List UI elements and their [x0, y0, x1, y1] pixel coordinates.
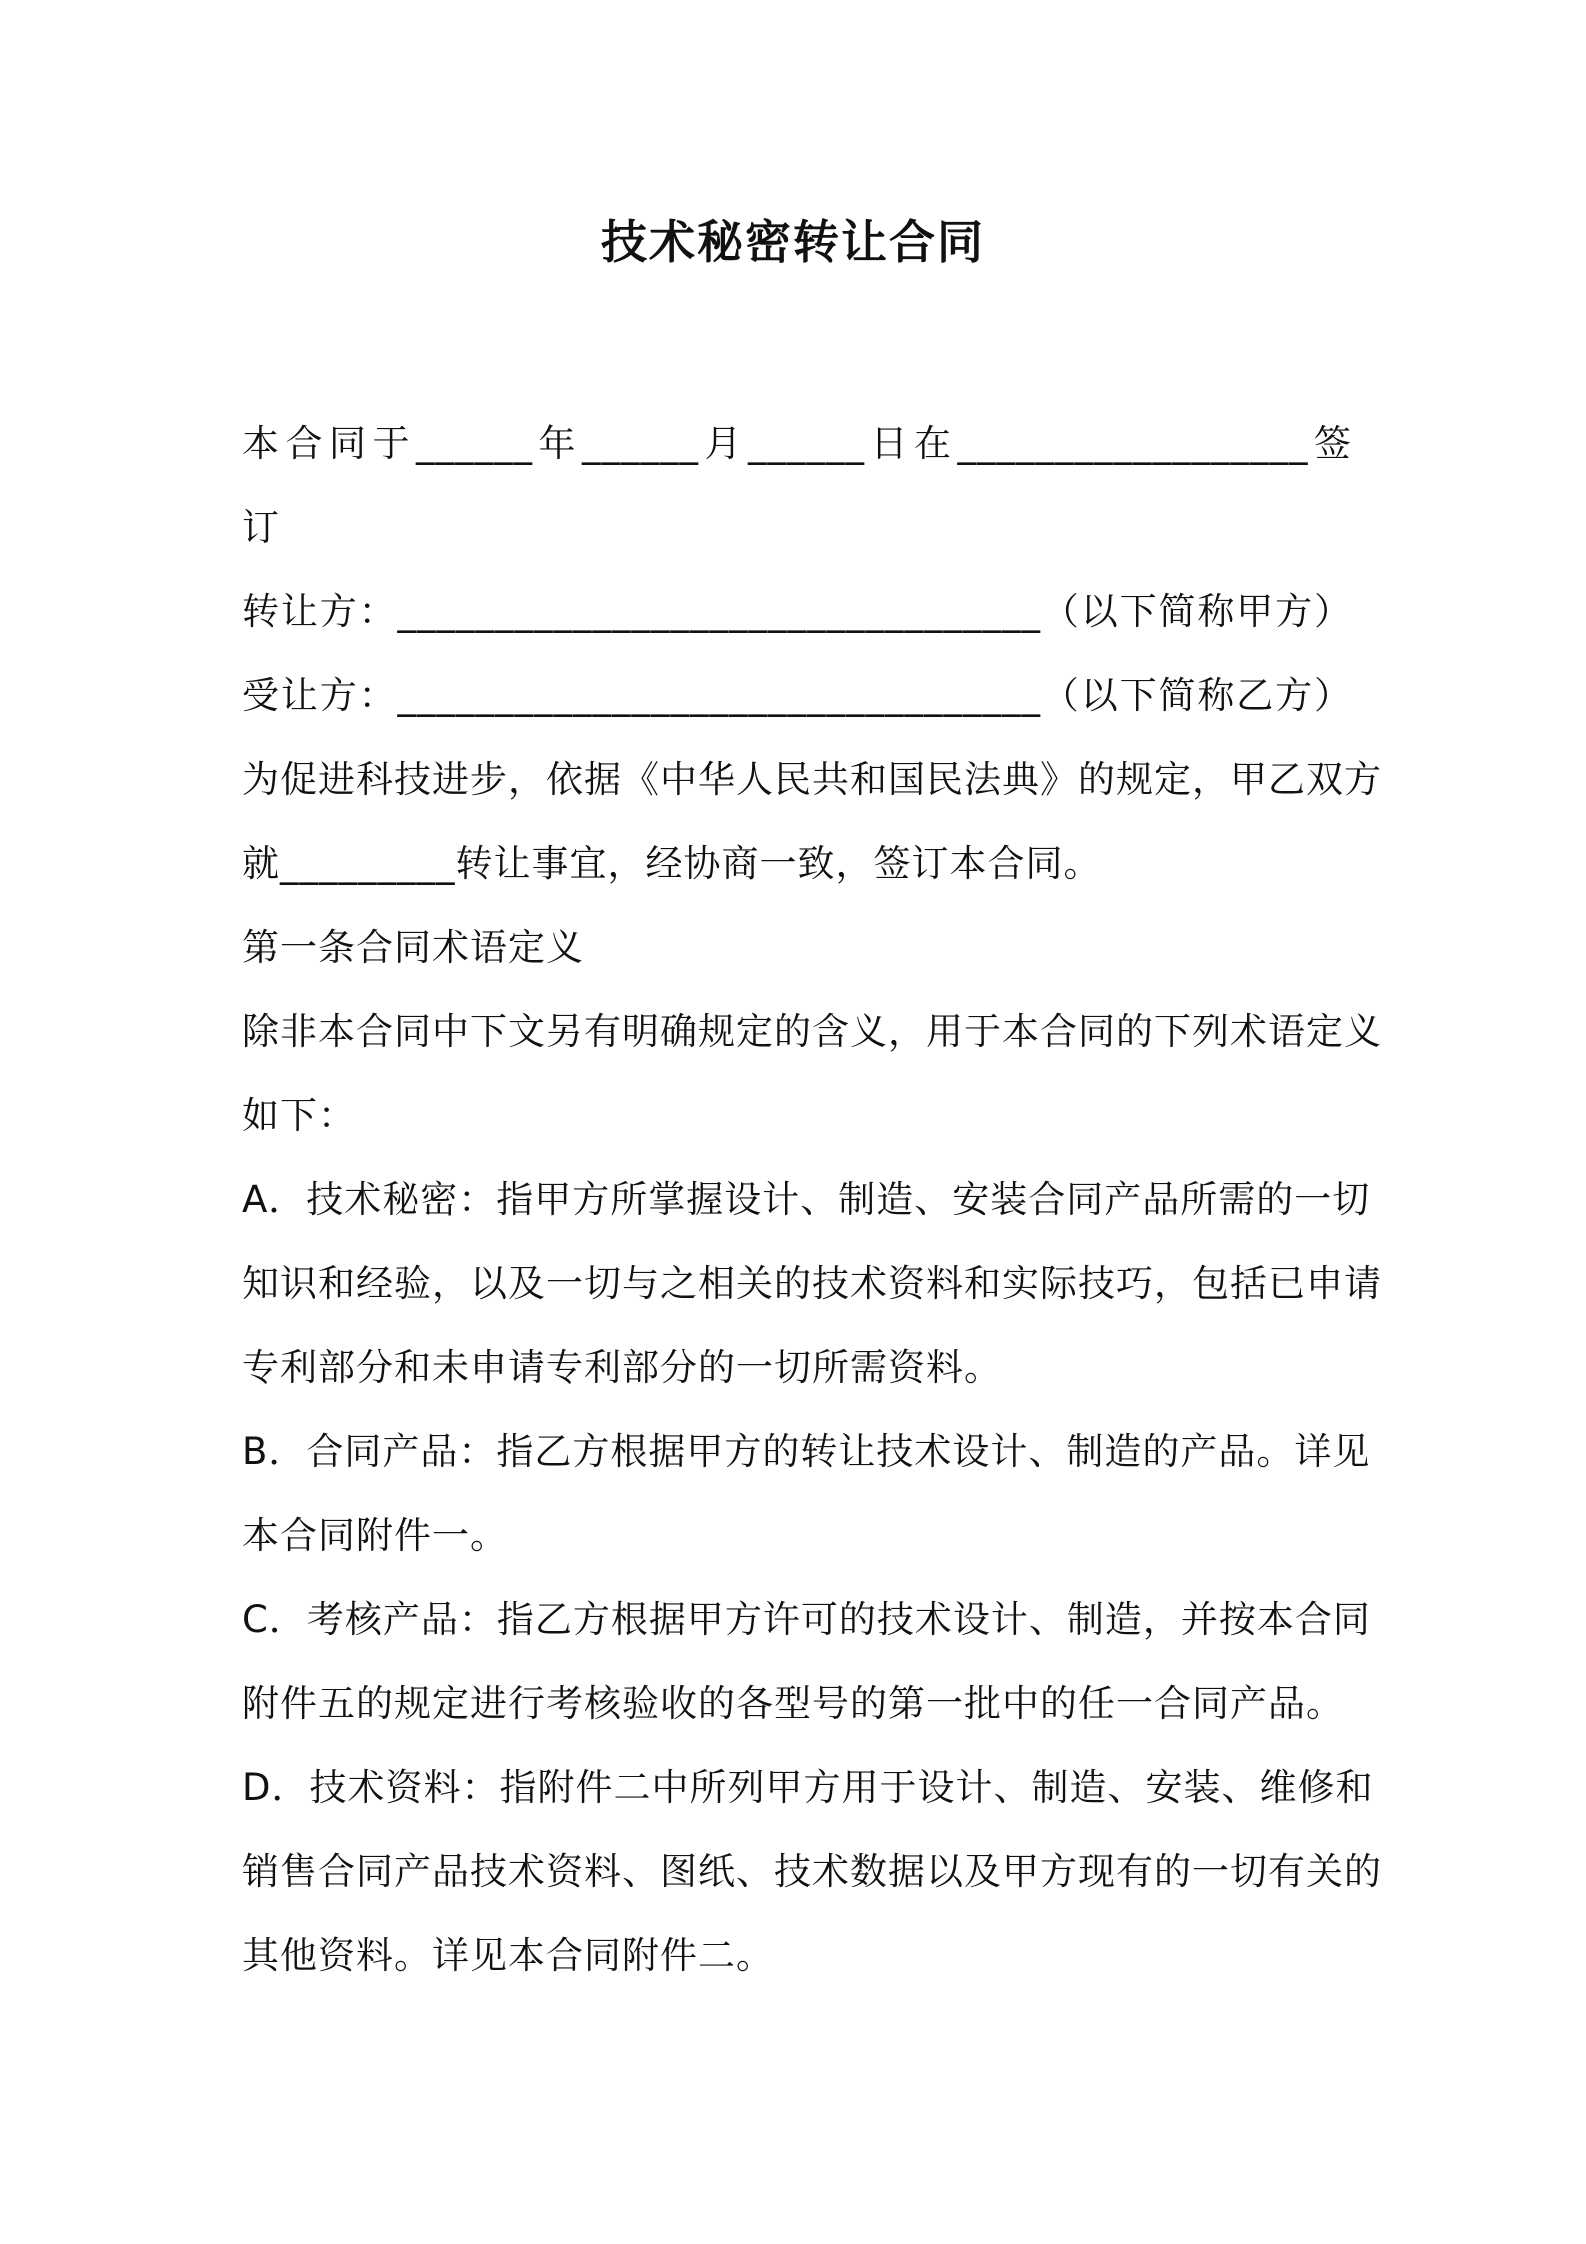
text-line-def-d-3: 其他资料。详见本合同附件二。	[242, 1934, 774, 1977]
text-line-def-a-2: 知识和经验，以及一切与之相关的技术资料和实际技巧，包括已申请	[242, 1262, 1382, 1305]
section-heading-article-1: 第一条合同术语定义	[242, 926, 584, 969]
text-line-date: 本合同于______年______月______日在__________________签	[242, 422, 1352, 465]
text-line-def-b-1: B．合同产品：指乙方根据甲方的转让技术设计、制造的产品。详见	[242, 1430, 1371, 1473]
text-line-preamble: 为促进科技进步，依据《中华人民共和国民法典》的规定，甲乙双方	[242, 758, 1382, 801]
document-body	[242, 402, 1382, 1998]
document-title: 技术秘密转让合同	[601, 215, 985, 269]
text-line-definitions-intro-cont: 如下：	[242, 1094, 356, 1137]
text-line-def-a-1: A．技术秘密：指甲方所掌握设计、制造、安装合同产品所需的一切	[242, 1178, 1371, 1221]
text-line-date-cont: 订	[242, 506, 280, 549]
text-line-transferor: 转让方：_________________________________（以下简称甲方）	[242, 590, 1352, 633]
text-line-preamble-cont: 就_________转让事宜，经协商一致，签订本合同。	[242, 842, 1102, 885]
text-line-def-d-2: 销售合同产品技术资料、图纸、技术数据以及甲方现有的一切有关的	[242, 1850, 1382, 1893]
text-line-def-d-1: D．技术资料：指附件二中所列甲方用于设计、制造、安装、维修和	[242, 1766, 1374, 1809]
text-line-def-b-2: 本合同附件一。	[242, 1514, 508, 1557]
text-line-def-c-1: C．考核产品：指乙方根据甲方许可的技术设计、制造，并按本合同	[242, 1598, 1371, 1641]
text-line-def-c-2: 附件五的规定进行考核验收的各型号的第一批中的任一合同产品。	[242, 1682, 1344, 1725]
text-line-transferee: 受让方：_________________________________（以下简称乙方）	[242, 674, 1352, 717]
text-line-def-a-3: 专利部分和未申请专利部分的一切所需资料。	[242, 1346, 1002, 1389]
text-line-definitions-intro: 除非本合同中下文另有明确规定的含义，用于本合同的下列术语定义	[242, 1010, 1382, 1053]
